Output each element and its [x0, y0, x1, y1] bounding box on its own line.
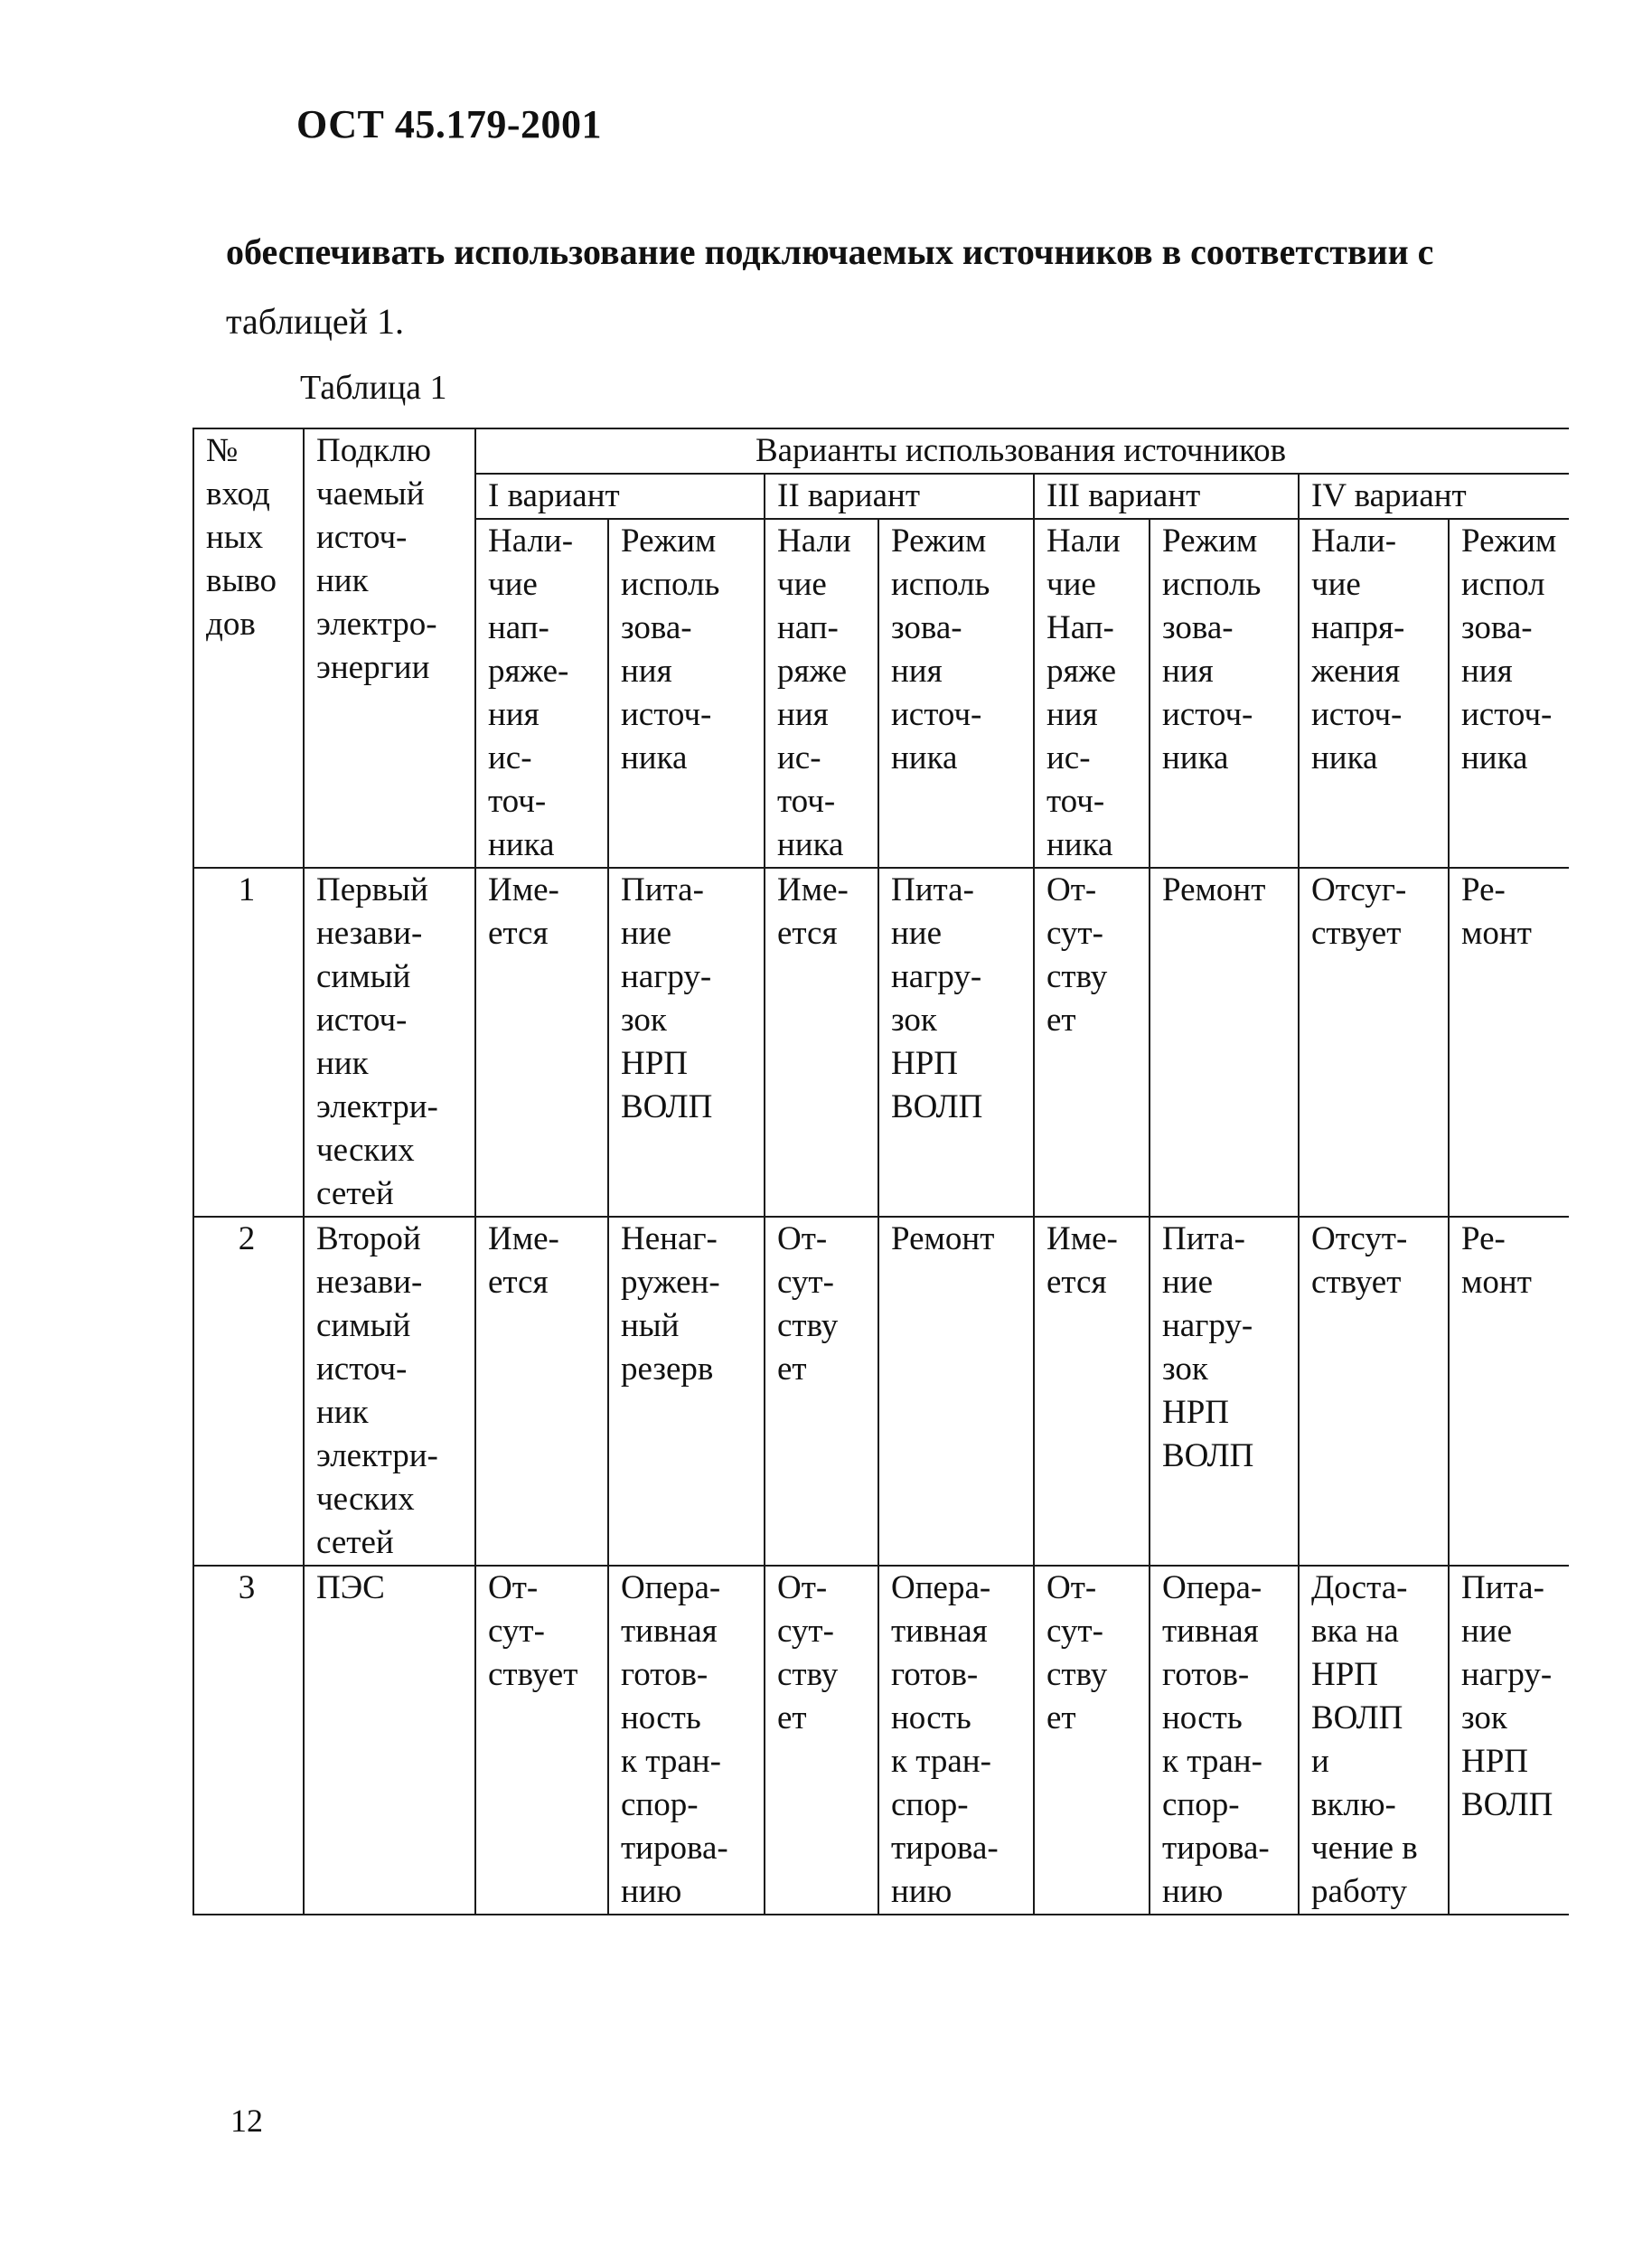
table-cell: Име- ется — [765, 868, 878, 1217]
table-cell: Пита- ние нагру- зок НРП ВОЛП — [878, 868, 1034, 1217]
subheader-cell: Режим исполь зова- ния источ- ника — [878, 519, 1034, 868]
header-variant-3: III вариант — [1034, 474, 1299, 519]
table-cell: Пита- ние нагру- зок НРП ВОЛП — [608, 868, 765, 1217]
table-cell: Доста- вка на НРП ВОЛП и вклю- чение в работу — [1299, 1566, 1449, 1915]
table-cell: От- сут- ствует — [475, 1566, 608, 1915]
row-number: 1 — [193, 868, 304, 1217]
table-cell: Ре- монт — [1449, 1217, 1569, 1566]
header-variants-group: Варианты использования источников — [475, 428, 1569, 474]
row-number: 3 — [193, 1566, 304, 1915]
subheader-cell: Нали чие Нап- ряже ния ис- точ- ника — [1034, 519, 1150, 868]
subheader-cell: Режим исполь зова- ния источ- ника — [608, 519, 765, 868]
table-cell: От- сут- ству ет — [1034, 868, 1150, 1217]
table-cell: Ненаг- ружен- ный резерв — [608, 1217, 765, 1566]
header-source: Подклю чаемый источ- ник электро- энергии — [304, 428, 475, 868]
table-cell: Опера- тивная готов- ность к тран- спор- тирова- нию — [878, 1566, 1034, 1915]
subheader-cell: Режим исполь зова- ния источ- ника — [1150, 519, 1299, 868]
row-source: ПЭС — [304, 1566, 475, 1915]
page-number: 12 — [230, 2103, 263, 2139]
table-header-row — [193, 428, 1569, 474]
table-cell: Име- ется — [475, 868, 608, 1217]
table-cell: От- сут- ству ет — [765, 1566, 878, 1915]
table-caption: Таблица 1 — [300, 369, 447, 407]
table-cell: Име- ется — [475, 1217, 608, 1566]
row-source: Второй незави- симый источ- ник электри- ческих сетей — [304, 1217, 475, 1566]
subheader-cell: Нали- чие напря- жения источ- ника — [1299, 519, 1449, 868]
header-variant-2: II вариант — [765, 474, 1034, 519]
table-cell: От- сут- ству ет — [1034, 1566, 1150, 1915]
subheader-cell: Режим испол зова- ния источ- ника — [1449, 519, 1569, 868]
table-cell: Ремонт — [1150, 868, 1299, 1217]
table-cell: Отсут- ствует — [1299, 1217, 1449, 1566]
table-cell: Ремонт — [878, 1217, 1034, 1566]
table-row — [193, 868, 1569, 1217]
row-number: 2 — [193, 1217, 304, 1566]
table-cell: Отсуг- ствует — [1299, 868, 1449, 1217]
table-cell: Опера- тивная готов- ность к тран- спор- тирова- нию — [608, 1566, 765, 1915]
table-cell: Пита- ние нагру- зок НРП ВОЛП — [1449, 1566, 1569, 1915]
intro-text-continued: таблицей 1. — [226, 301, 405, 342]
subheader-cell: Нали- чие нап- ряже- ния ис- точ- ника — [475, 519, 608, 868]
table-cell: Пита- ние нагру- зок НРП ВОЛП — [1150, 1217, 1299, 1566]
table-cell: Опера- тивная готов- ность к тран- спор- тирова- нию — [1150, 1566, 1299, 1915]
table-row — [193, 1566, 1569, 1915]
document-code: ОСТ 45.179-2001 — [296, 102, 603, 146]
row-source: Первый незави- симый источ- ник электри- ческих сетей — [304, 868, 475, 1217]
header-input-number: № вход ных выво дов — [193, 428, 304, 868]
header-variant-4: IV вариант — [1299, 474, 1569, 519]
table-row — [193, 1217, 1569, 1566]
table-cell: От- сут- ству ет — [765, 1217, 878, 1566]
table-cell: Име- ется — [1034, 1217, 1150, 1566]
table-cell: Ре- монт — [1449, 868, 1569, 1217]
sources-table — [192, 428, 1569, 1915]
subheader-cell: Нали чие нап- ряже ния ис- точ- ника — [765, 519, 878, 868]
intro-text: обеспечивать использование подключаемых источников в соответствии с — [226, 231, 1434, 272]
header-variant-1: I вариант — [475, 474, 765, 519]
